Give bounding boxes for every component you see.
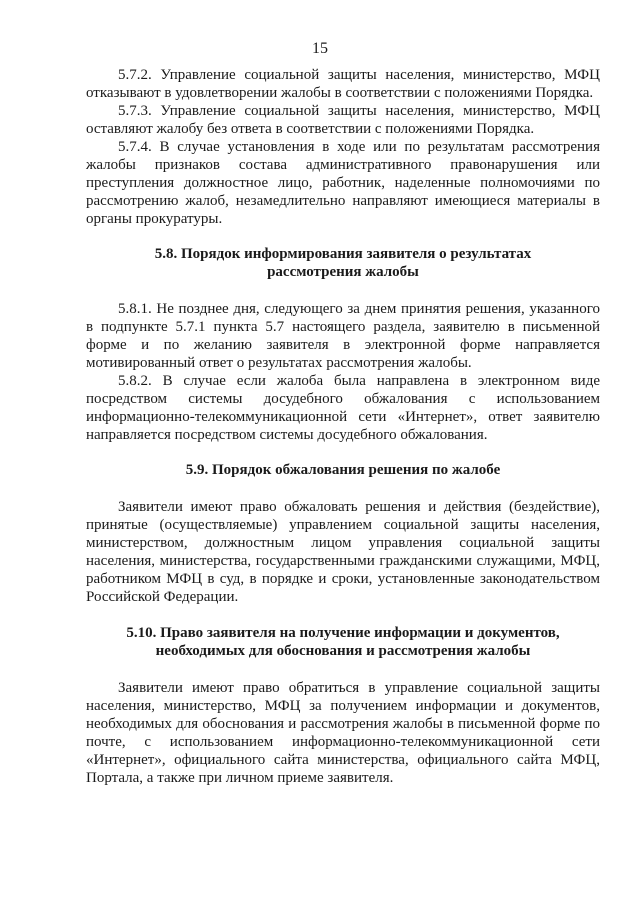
document-body: [86, 66, 600, 787]
paragraph-5-7-4: 5.7.4. В случае установления в ходе или по результатам рассмотрения жалобы признаков состава административного правонарушения или преступления должностное лицо, работник, наделенные полномочиями по рассмотрению жалоб, незамедлительно направляют имеющиеся материалы в органы прокуратуры.: [86, 139, 600, 227]
section-5-10-heading: [86, 624, 600, 660]
section-5-9-heading: 5.9. Порядок обжалования решения по жалобе: [185, 462, 501, 478]
page-number: 15: [312, 40, 328, 57]
section-5-10-heading-line1: 5.10. Право заявителя на получение информации и документов,: [126, 625, 560, 641]
paragraph-5-10: Заявители имеют право обратиться в управление социальной защиты населения, министерство, МФЦ за получением информации и документов, необходимых для обоснования и рассмотрения жалобы в письменной форме по почте, с использованием информационно-телекоммуникационной сети «Интернет», официального сайта министерства, официального сайта МФЦ, Портала, а также при личном приеме заявителя.: [86, 680, 600, 786]
paragraph-5-8-2: 5.8.2. В случае если жалоба была направлена в электронном виде посредством системы досудебного обжалования с использованием информационно-телекоммуникационной сети «Интернет», ответ заявителю направляется посредством системы досудебного обжалования.: [86, 373, 600, 443]
section-5-8-heading: [86, 245, 600, 281]
paragraph-5-7-3: 5.7.3. Управление социальной защиты населения, министерство, МФЦ оставляют жалобу без ответа в соответствии с положениями Порядка.: [86, 103, 600, 137]
section-5-8-heading-line1: 5.8. Порядок информирования заявителя о результатах: [154, 246, 532, 262]
paragraph-5-9: Заявители имеют право обжаловать решения и действия (бездействие), принятые (осуществляемые) управлением социальной защиты населения, министерством, должностным лицом управления социальной защиты населения, министерства, государственными гражданскими служащими, МФЦ, работником МФЦ в суд, в порядке и сроки, установленные законодательством Российской Федерации.: [86, 499, 600, 605]
section-5-10-heading-line2: необходимых для обоснования и рассмотрения жалобы: [155, 643, 531, 659]
section-5-8-heading-line2: рассмотрения жалобы: [267, 264, 419, 280]
paragraph-5-7-2: 5.7.2. Управление социальной защиты населения, министерство, МФЦ отказывают в удовлетворении жалобы в соответствии с положениями Порядка.: [86, 67, 600, 101]
paragraph-5-8-1: 5.8.1. Не позднее дня, следующего за днем принятия решения, указанного в подпункте 5.7.1 пункта 5.7 настоящего раздела, заявителю в письменной форме и по желанию заявителя в электронной форме направляется мотивированный ответ о результатах рассмотрения жалобы.: [86, 301, 600, 371]
